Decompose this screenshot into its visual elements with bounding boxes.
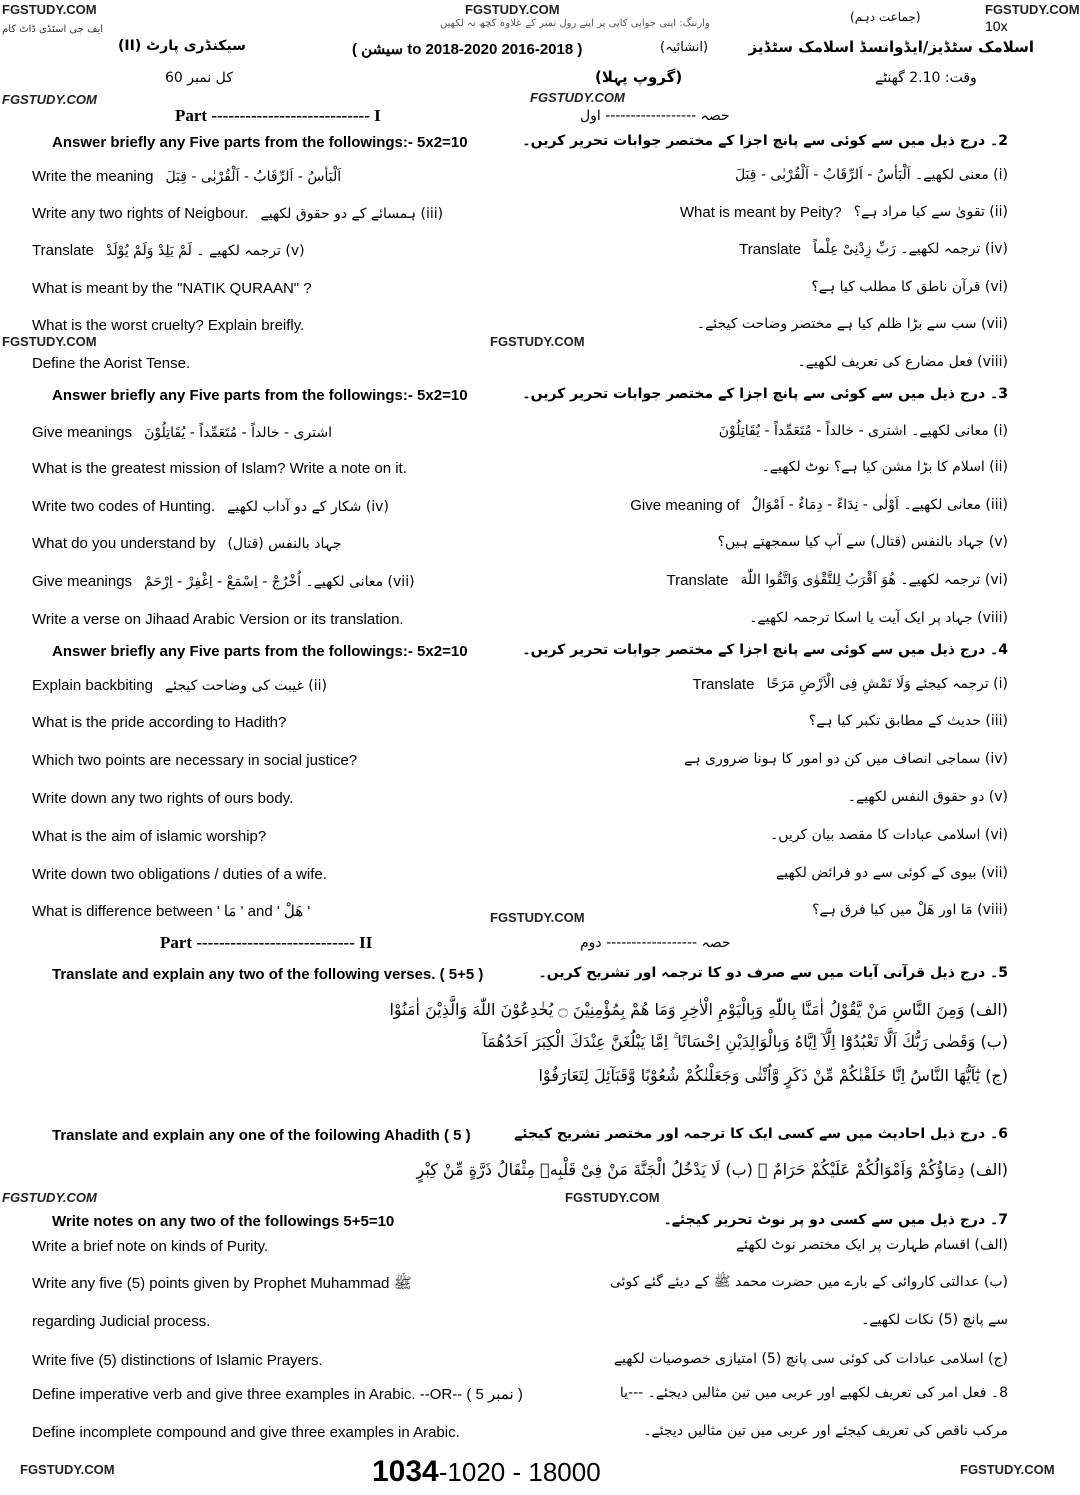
instruction-top: وارننگ: اپنی جوابی کاپی پر اپنے رول نمبر کے علاوہ کچھ نہ لکھیں bbox=[440, 18, 710, 29]
english-text bbox=[32, 201, 443, 223]
urdu-text bbox=[663, 1209, 1008, 1229]
arabic-text-row bbox=[0, 1063, 1038, 1085]
urdu-label: (v) جہاد بالنفس (قتال) سے آپ کیا سمجھتے ہیں؟ bbox=[717, 534, 1008, 550]
urdu-text bbox=[776, 862, 1008, 882]
question-heading bbox=[0, 1123, 1038, 1144]
urdu-inline-text: اشتری - خالداً - مُتَعَمِّداً - يُقَاتِلُوْنَ bbox=[144, 425, 332, 441]
urdu-inline-text: (ii) غیبت کی وضاحت کیجئے bbox=[164, 678, 327, 694]
urdu-inline-text: (v) ترجمہ لکھیے ۔ لَمْ يَلِدْ وَلَمْ يُوْلَدْ bbox=[105, 243, 305, 259]
question-heading bbox=[0, 962, 1038, 983]
english-text bbox=[32, 313, 304, 334]
watermark: FGSTUDY.COM bbox=[565, 1190, 660, 1205]
english-text bbox=[52, 639, 468, 660]
urdu-label: سے پانچ (5) نکات لکھیے۔ bbox=[861, 1312, 1008, 1328]
time-allowed: وقت: 2.10 گھنٹے bbox=[875, 70, 977, 86]
urdu-text bbox=[389, 997, 1008, 1019]
urdu-label: (viii) مَا اور هَلْ میں کیا فرق ہے؟ bbox=[812, 902, 1008, 918]
urdu-text bbox=[809, 710, 1008, 730]
english-label: What do you understand by bbox=[32, 535, 216, 552]
urdu-label: (viii) جہاد پر ایک آیت یا اسکا ترجمہ لکھیے۔ bbox=[749, 610, 1008, 626]
english-text bbox=[52, 1123, 471, 1144]
subject-title: اسلامک سٹڈیز/ایڈوانسڈ اسلامک سٹڈیز bbox=[748, 38, 1034, 56]
english-text bbox=[32, 1271, 412, 1292]
urdu-label: (iv) سماجی انصاف میں کن دو امور کا ہونا ضروری ہے bbox=[684, 751, 1008, 767]
english-label: Translate bbox=[32, 242, 94, 259]
english-label: What is meant by Peity? bbox=[679, 204, 842, 221]
english-text bbox=[32, 351, 190, 372]
part-two-heading-urdu: حصہ ------------------ دوم bbox=[580, 935, 731, 951]
urdu-label: 7۔ درج ذیل میں سے کسی دو پر نوٹ تحریر کیجئے۔ bbox=[663, 1212, 1008, 1228]
urdu-text bbox=[692, 673, 1008, 693]
english-label: regarding Judicial process. bbox=[32, 1313, 211, 1330]
paper-print-info: -1020 - 18000 bbox=[438, 1457, 601, 1487]
urdu-label: (الف) اقسام طہارت پر ایک مختصر نوٹ لکھئے bbox=[735, 1237, 1008, 1253]
english-label: What is meant by the "NATIK QURAAN" ? bbox=[32, 280, 312, 297]
question-heading bbox=[0, 1209, 1038, 1230]
urdu-inline-text: (iv) شکار کے دو آداب لکھیے bbox=[227, 499, 389, 515]
urdu-label: 5۔ درج ذیل قرآنی آیات میں سے صرف دو کا ترجمہ اور تشریح کریں۔ bbox=[538, 965, 1008, 981]
urdu-text bbox=[539, 962, 1008, 982]
english-label: Write a brief note on kinds of Purity. bbox=[32, 1238, 269, 1255]
urdu-text bbox=[848, 786, 1008, 806]
urdu-label: (i) ترجمہ کیجئے وَلَا تَمْشِ فِی الْاَرْضِ مَرَحًا bbox=[766, 676, 1008, 692]
english-text bbox=[32, 569, 415, 591]
watermark: FGSTUDY.COM bbox=[2, 334, 97, 349]
urdu-label: (ii) اسلام کا بڑا مشن کیا ہے؟ نوٹ لکھیے۔ bbox=[761, 459, 1008, 475]
group-label: (گروپ پہلا) bbox=[595, 68, 683, 86]
question-item bbox=[0, 1271, 1038, 1292]
urdu-text bbox=[739, 238, 1008, 258]
urdu-label: (viii) فعل مضارع کی تعریف لکھیے۔ bbox=[797, 354, 1008, 370]
english-label: Define the Aorist Tense. bbox=[32, 355, 191, 372]
urdu-label: (vi) قرآن ناطق کا مطلب کیا ہے؟ bbox=[811, 279, 1008, 295]
urdu-inline-text: (vii) معانی لکھیے۔ اُخْرُجْ - اِسْمَعْ - اِغْفِرْ - اِرْحَمْ bbox=[144, 574, 415, 590]
english-label: What is the greatest mission of Islam? Write a note on it. bbox=[32, 460, 407, 477]
paper-number: 1034 bbox=[372, 1455, 439, 1488]
urdu-text bbox=[538, 1063, 1008, 1085]
english-label: Write any two rights of Neigbour. bbox=[32, 205, 249, 222]
question-item bbox=[0, 531, 1038, 553]
part-one-heading: Part ---------------------------- I bbox=[175, 106, 381, 125]
urdu-label: (vi) ترجمہ لکھیے۔ هُوَ اَقْرَبُ لِلتَّقْوٰی وَاتَّقُوا اللّٰهَ bbox=[740, 572, 1008, 588]
urdu-label: (ii) تقویٰ سے کیا مراد ہے؟ bbox=[853, 204, 1008, 220]
question-item bbox=[0, 456, 1038, 477]
english-text bbox=[32, 824, 266, 845]
watermark: FGSTUDY.COM bbox=[465, 2, 560, 17]
urdu-text bbox=[735, 164, 1008, 184]
question-item bbox=[0, 313, 1038, 334]
question-item bbox=[0, 238, 1038, 260]
question-item bbox=[0, 1309, 1038, 1330]
urdu-label: 4۔ درج ذیل میں سے کوئی سے پانچ اجزا کے مختصر جوابات تحریر کریں۔ bbox=[522, 642, 1008, 658]
urdu-label: (ج) يٰٓاَيُّهَا النَّاسُ اِنَّا خَلَقْنٰكُمْ مِّنْ ذَكَرٍ وَّاُنْثٰى وَجَعَلْنٰكُمْ شُعُوْبًا وَّقَبَآئِلَ لِتَعَارَفُوْا bbox=[538, 1066, 1008, 1085]
urdu-label: 3۔ درج ذیل میں سے کوئی سے پانچ اجزا کے مختصر جوابات تحریر کریں۔ bbox=[522, 386, 1008, 402]
urdu-label: (ب) عدالتی کاروائی کے بارے میں حضرت محمد ﷺ کے دیئے گئے کوئی bbox=[609, 1274, 1008, 1290]
urdu-label: (الف) دِمَاؤُكُمْ وَاَمْوَالُكُمْ عَلَيْكُمْ حَرَامٌ ۔ (ب) لَا يَدْخُلُ الْجَنَّةَ مَنْ فِیْ قَلْبِهٖ مِثْقَالُ ذَرَّةٍ مِّنْ كِبْرٍ bbox=[416, 1160, 1008, 1179]
urdu-label: (vii) سب سے بڑا ظلم کیا ہے مختصر وضاحت کیجئے۔ bbox=[696, 316, 1008, 332]
paper-code-footer bbox=[372, 1455, 601, 1489]
english-text bbox=[32, 748, 357, 769]
arabic-text-row bbox=[0, 997, 1038, 1019]
urdu-text bbox=[522, 383, 1008, 403]
english-label: Write down two obligations / duties of a wife. bbox=[32, 866, 327, 883]
english-text bbox=[52, 130, 468, 151]
urdu-text bbox=[798, 351, 1008, 371]
urdu-text bbox=[514, 1123, 1008, 1143]
question-item bbox=[0, 351, 1038, 372]
urdu-text bbox=[667, 569, 1008, 589]
english-label: What is the pride according to Hadith? bbox=[32, 714, 287, 731]
question-item bbox=[0, 201, 1038, 223]
urdu-text bbox=[522, 130, 1008, 150]
watermark: FGSTUDY.COM bbox=[2, 1190, 97, 1205]
urdu-label: 8۔ فعل امر کی تعریف لکھیے اور عربی میں تین مثالیں دیجئے۔ ---یا bbox=[619, 1385, 1008, 1401]
urdu-label: (iii) معانی لکھیے۔ اَوْلٰی - نِدَاءً - دِمَاءٌ - اَمْوَالٌ bbox=[751, 497, 1008, 513]
english-text bbox=[32, 1420, 460, 1441]
watermark: FGSTUDY.COM bbox=[20, 1462, 115, 1477]
english-label: Answer briefly any Five parts from the followings:- 5x2=10 bbox=[52, 134, 468, 151]
question-item bbox=[0, 786, 1038, 807]
urdu-inline-text: اَلْبَأسُ - اَلرِّقَابُ - اَلْقُرْبٰی - قِبَلَ bbox=[165, 169, 342, 185]
urdu-text bbox=[680, 201, 1008, 221]
question-item bbox=[0, 748, 1038, 769]
english-label: Write five (5) distinctions of Islamic Prayers. bbox=[32, 1352, 323, 1369]
urdu-text bbox=[812, 899, 1008, 919]
question-item bbox=[0, 164, 1038, 186]
english-label: Translate and explain any one of the foilowing Ahadith ( 5 ) bbox=[52, 1127, 471, 1144]
urdu-text bbox=[522, 639, 1008, 659]
english-label: Give meanings bbox=[32, 573, 133, 590]
english-label: What is the worst cruelty? Explain breifly. bbox=[32, 317, 305, 334]
english-label: Answer briefly any Five parts from the followings:- 5x2=10 bbox=[52, 387, 468, 404]
english-text bbox=[32, 786, 293, 807]
urdu-text bbox=[736, 1234, 1008, 1254]
urdu-label: (i) معنی لکھیے۔ اَلْبَأسُ - اَلرِّقَابُ - اَلْقُرْبٰی - قِبَلَ bbox=[734, 167, 1008, 183]
english-label: What is difference between ' مَا ' and ' هَلْ ' bbox=[32, 903, 311, 920]
question-item bbox=[0, 1420, 1038, 1441]
english-text bbox=[52, 962, 483, 983]
urdu-text bbox=[684, 748, 1008, 768]
english-label: Explain backbiting bbox=[32, 677, 153, 694]
english-text bbox=[32, 456, 407, 477]
urdu-label: (iii) حدیث کے مطابق تکبر کیا ہے؟ bbox=[808, 713, 1008, 729]
english-text bbox=[32, 1309, 210, 1330]
english-label: Translate and explain any two of the following verses. ( 5+5 ) bbox=[52, 966, 484, 983]
urdu-text bbox=[610, 1271, 1008, 1291]
urdu-text bbox=[719, 420, 1008, 440]
urdu-label: (i) معانی لکھیے۔ اشتری - خالداً - مُتَعَمِّداً - يُقَاتِلُوْنَ bbox=[718, 423, 1008, 439]
english-text bbox=[32, 1382, 523, 1403]
urdu-label: (vi) اسلامی عبادات کا مقصد بیان کریں۔ bbox=[770, 827, 1008, 843]
english-text bbox=[32, 276, 312, 297]
english-label: Write down any two rights of ours body. bbox=[32, 790, 294, 807]
session: ( 2016-2018 to 2018-2020 سیشن ) bbox=[352, 41, 583, 58]
watermark: FGSTUDY.COM bbox=[490, 334, 585, 349]
english-text bbox=[32, 607, 404, 628]
urdu-text bbox=[749, 607, 1008, 627]
english-label: What is the aim of islamic worship? bbox=[32, 828, 267, 845]
paper-type: (جماعت دہم) bbox=[850, 10, 921, 24]
question-item bbox=[0, 824, 1038, 845]
urdu-text bbox=[861, 1309, 1008, 1329]
english-label: Translate bbox=[666, 572, 729, 589]
english-text bbox=[32, 164, 341, 186]
question-item bbox=[0, 494, 1038, 516]
watermark: FGSTUDY.COM bbox=[530, 90, 625, 105]
english-text bbox=[32, 862, 327, 883]
urdu-label: مرکب ناقص کی تعریف کیجئے اور عربی میں تین مثالیں دیجئے۔ bbox=[643, 1423, 1008, 1439]
class-label: سیکنڈری پارٹ (II) bbox=[118, 38, 246, 54]
english-text bbox=[52, 1209, 394, 1230]
english-label: Which two points are necessary in social justice? bbox=[32, 752, 358, 769]
watermark: FGSTUDY.COM bbox=[2, 2, 97, 17]
urdu-text bbox=[417, 1157, 1008, 1179]
part-two-heading: Part ---------------------------- II bbox=[160, 933, 373, 952]
question-heading bbox=[0, 639, 1038, 660]
english-label: Write the meaning bbox=[32, 168, 154, 185]
question-item bbox=[0, 673, 1038, 695]
watermark: FGSTUDY.COM bbox=[2, 92, 97, 107]
urdu-text bbox=[811, 276, 1008, 296]
english-text bbox=[32, 420, 332, 442]
urdu-label: (vii) بیوی کے کوئی سے دو فرائض لکھیے bbox=[776, 865, 1008, 881]
question-item bbox=[0, 1348, 1038, 1369]
question-item bbox=[0, 569, 1038, 591]
question-item bbox=[0, 1234, 1038, 1255]
urdu-text bbox=[614, 1348, 1008, 1368]
part-one-heading-urdu: حصہ ------------------ اول bbox=[580, 108, 730, 124]
english-label: Write two codes of Hunting. bbox=[32, 498, 216, 515]
total-marks: کل نمبر 60 bbox=[165, 70, 233, 86]
urdu-label: 6۔ درج ذیل احادیث میں سے کسی ایک کا ترجمہ اور مختصر تشریح کیجئے bbox=[514, 1126, 1008, 1142]
urdu-text bbox=[718, 531, 1008, 551]
urdu-label: (ج) اسلامی عبادات کی کوئی سی پانچ (5) امتیازی خصوصیات لکھیے bbox=[613, 1351, 1008, 1367]
english-label: Write any five (5) points given by Prophet Muhammad ﷺ bbox=[32, 1275, 412, 1292]
question-heading bbox=[0, 383, 1038, 404]
urdu-text bbox=[762, 456, 1008, 476]
urdu-text bbox=[643, 1420, 1008, 1440]
english-text bbox=[32, 531, 342, 553]
watermark: FGSTUDY.COM bbox=[490, 910, 585, 925]
urdu-inline-text: جہاد بالنفس (قتال) bbox=[227, 536, 342, 552]
watermark-urdu: ایف جی اسٹڈی ڈاٹ کام bbox=[2, 24, 104, 35]
english-label: Give meaning of bbox=[630, 497, 740, 514]
watermark: FGSTUDY.COM bbox=[985, 2, 1080, 17]
english-text bbox=[52, 383, 468, 404]
arabic-text-row bbox=[0, 1029, 1038, 1051]
urdu-label: (الف) وَمِنَ النَّاسِ مَنْ يَّقُوْلُ اٰمَنَّا بِاللّٰهِ وَبِالْيَوْمِ الْاٰخِرِ وَمَا هُمْ بِمُؤْمِنِيْنَ ۝ يُخٰدِعُوْنَ اللّٰهَ وَالَّذِيْنَ اٰمَنُوْا bbox=[389, 1000, 1008, 1019]
english-text bbox=[32, 1348, 323, 1369]
english-text bbox=[32, 673, 327, 695]
paper-code: 10x bbox=[985, 18, 1008, 34]
english-label: Define imperative verb and give three examples in Arabic. --OR-- ( 5 نمبر ) bbox=[32, 1386, 523, 1403]
english-text bbox=[32, 494, 389, 516]
english-text bbox=[32, 238, 305, 260]
question-item bbox=[0, 607, 1038, 628]
urdu-text bbox=[697, 313, 1008, 333]
english-label: Answer briefly any Five parts from the followings:- 5x2=10 bbox=[52, 643, 468, 660]
english-label: Write a verse on Jihaad Arabic Version or its translation. bbox=[32, 611, 404, 628]
english-text bbox=[32, 899, 310, 920]
section-type: (انشائیہ) bbox=[660, 40, 709, 55]
question-item bbox=[0, 710, 1038, 731]
english-label: Translate bbox=[739, 241, 802, 258]
question-item bbox=[0, 899, 1038, 920]
urdu-inline-text: (iii) ہمسائے کے دو حقوق لکھیے bbox=[260, 206, 444, 222]
english-text bbox=[32, 1234, 268, 1255]
urdu-label: (iv) ترجمہ لکھیے۔ رَبِّ زِدْنِیْ عِلْماً bbox=[813, 241, 1008, 257]
english-label: Give meanings bbox=[32, 424, 133, 441]
urdu-text bbox=[482, 1029, 1008, 1051]
urdu-text bbox=[630, 494, 1008, 514]
question-item bbox=[0, 1382, 1038, 1403]
urdu-label: (v) دو حقوق النفس لکھیے۔ bbox=[847, 789, 1008, 805]
english-label: Define incomplete compound and give three examples in Arabic. bbox=[32, 1424, 460, 1441]
watermark: FGSTUDY.COM bbox=[960, 1462, 1055, 1477]
english-label: Translate bbox=[692, 676, 755, 693]
question-heading bbox=[0, 130, 1038, 151]
urdu-text bbox=[770, 824, 1008, 844]
urdu-text bbox=[620, 1382, 1008, 1402]
question-item bbox=[0, 862, 1038, 883]
english-label: Write notes on any two of the followings 5+5=10 bbox=[52, 1213, 395, 1230]
urdu-label: 2۔ درج ذیل میں سے کوئی سے پانچ اجزا کے مختصر جوابات تحریر کریں۔ bbox=[522, 133, 1008, 149]
urdu-label: (ب) وَقَضٰى رَبُّكَ اَلَّا تَعْبُدُوْٓا اِلَّآ اِيَّاهُ وَبِالْوَالِدَيْنِ اِحْسَانًا ۚ اِمَّا يَبْلُغَنَّ عِنْدَكَ الْكِبَرَ اَحَدُهُمَآ bbox=[482, 1032, 1008, 1051]
arabic-text-row bbox=[0, 1157, 1038, 1179]
question-item bbox=[0, 276, 1038, 297]
english-text bbox=[32, 710, 286, 731]
question-item bbox=[0, 420, 1038, 442]
